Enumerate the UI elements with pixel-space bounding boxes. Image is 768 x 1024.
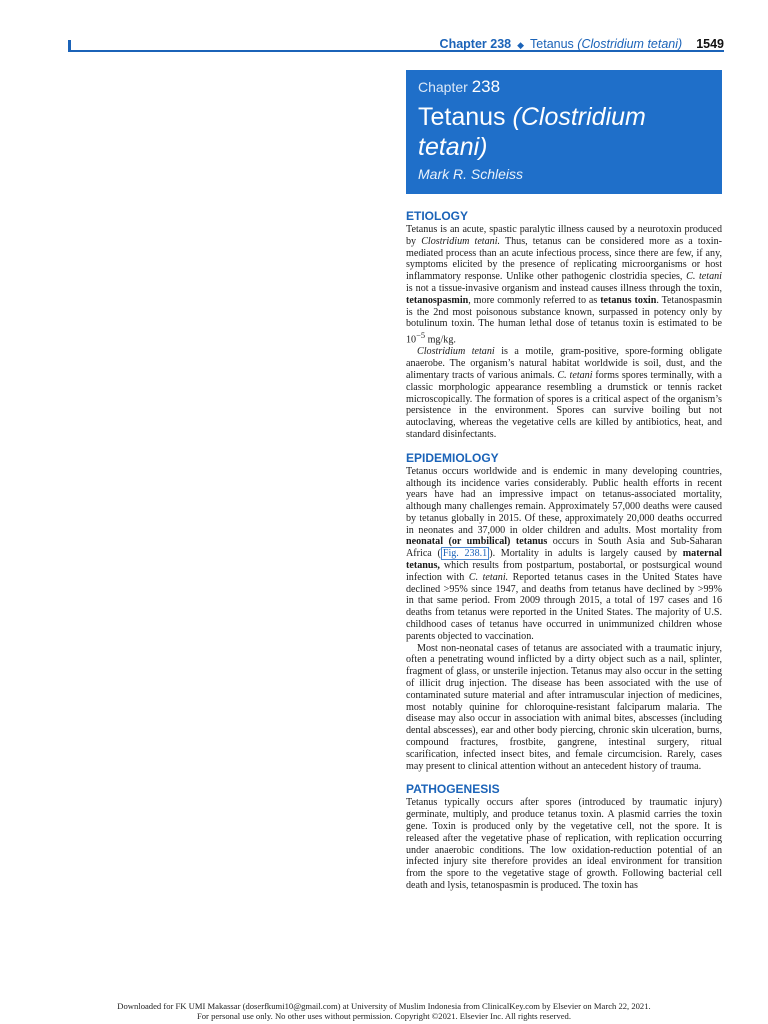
running-head — [440, 37, 724, 51]
chapter-title: Tetanus (Clostridium tetani) — [418, 103, 646, 161]
section-heading-etiology: ETIOLOGY — [406, 209, 469, 223]
paragraph: Tetanus occurs worldwide and is endemic in many developing countries, although its incidence varies considerably. Public health efforts in recent years have had an impressive impact on tetanus-associated mortality, although many challenges remain. Approximately 57,000 deaths were caused by tetanus globally in 2015. Of these, approximately 20,000 deaths occurred in neonates and 37,000 in older children and adults. Most mortality from neonatal (or umbilical) tetanus occurs in South Asia and Sub-Saharan Africa ( Fig. 238.1 ). Mortality in adults is largely caused by maternal tetanus, which results from postpartum, postabortal, or postsurgical wound infection with C. tetani. Reported tetanus cases in the United States have declined >95% since 1947, and deaths from tetanus have declined by >99% in that same period. From 2009 through 2015, a total of 197 cases and 16 deaths from tetanus were reported in the United States. The majority of U.S. childhood cases of tetanus have occurred in unimmunized children whose parents objected to vaccination. — [406, 465, 722, 642]
chapter-label: Chapter 238 — [418, 77, 501, 96]
figure-link[interactable]: Fig. 238.1 — [442, 548, 488, 560]
paragraph: Tetanus typically occurs after spores (introduced by traumatic injury) germinate, multiply, and produce tetanus toxin. A plasmid carries the toxin gene. Toxin is produced only by the vegetative cell, not the spore. It is released after the vegetative phase of replication, with replication occurring under anaerobic conditions. The low oxidation-reduction potential of an infected injury site therefore provides an ideal environment for transition from the spore to the vegetative stage of growth. Following bacterial cell death and lysis, tetanospasmin is produced. The toxin has — [406, 797, 722, 891]
section-heading-pathogenesis: PATHOGENESIS — [406, 782, 500, 797]
chapter-number: 238 — [471, 77, 501, 96]
running-head-chapter: Chapter 238 — [439, 37, 512, 51]
page-number: 1549 — [696, 37, 724, 51]
paragraph: Tetanus is an acute, spastic paralytic illness caused by a neurotoxin produced by Clostridium tetani. Thus, tetanus can be considered more as a toxin-mediated process than an acute infectious process, since there are few, if any, symptoms elicited by the presence of replicating microorganisms or host inflammatory response. Unlike other pathogenic clostridia species, C. tetani is not a tissue-invasive organism and instead causes illness through the toxin, tetanospasmin, more commonly referred to as tetanus toxin. Tetanospasmin is the 2nd most poisonous substance known, surpassed in potency only by botulinum toxin. The human lethal dose of tetanus toxin is estimated to be $10^{-5}$ mg/kg. — [406, 224, 722, 346]
running-head-title: Tetanus (Clostridium tetani) — [530, 37, 683, 51]
footer-line: Downloaded for FK UMI Makassar (doserfkumi10@gmail.com) at University of Muslim Indonesia from ClinicalKey.com by Elsevier on March 22, 2021. — [117, 1001, 651, 1011]
section-heading-epidemiology: EPIDEMIOLOGY — [406, 450, 499, 465]
paragraph: Clostridium tetani is a motile, gram-positive, spore-forming obligate anaerobe. The organism’s natural habitat worldwide is soil, dust, and the alimentary tracts of various animals. C. tetani forms spores terminally, with a classic morphologic appearance resembling a drumstick or tennis racket microscopically. The formation of spores is a critical aspect of the organism’s persistence in the environment. Spores can survive boiling but not autoclaving, whereas the vegetative cells are killed by antibiotics, heat, and standard disinfectants. — [406, 346, 723, 440]
paragraph: Most non-neonatal cases of tetanus are associated with a traumatic injury, often a penetrating wound inflicted by a dirty object such as a nail, splinter, fragment of glass, or unsterile injection. Tetanus may also occur in the setting of illicit drug injection. The disease has been associated with the use of contaminated suture material and after intramuscular injection of medicines, most notably quinine for chloroquine-resistant falciparum malaria. The disease may also occur in association with animal bites, abscesses (including dental abscesses), ear and other body piercing, chronic skin ulceration, burns, compound fractures, frostbite, gangrene, intestinal surgery, ritual scarification, infected insect bites, and female circumcision. Rarely, cases may present to clinical attention without an antecedent history of trauma. — [406, 642, 722, 772]
chapter-author: Mark R. Schleiss — [418, 166, 524, 182]
footer-line: For personal use only. No other uses without permission. Copyright ©2021. Elsevier Inc. All rights reserved. — [196, 1011, 572, 1021]
chapter-title-box — [406, 70, 722, 194]
diamond-icon: ◆ — [517, 40, 525, 50]
download-footer — [0, 1001, 768, 1021]
body-column — [406, 209, 722, 892]
